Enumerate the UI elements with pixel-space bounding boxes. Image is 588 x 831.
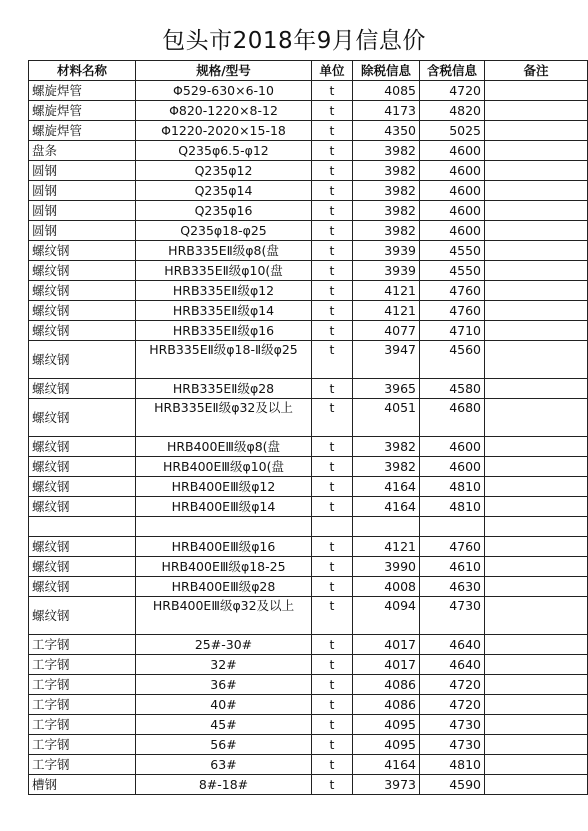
material-name-cell: 螺纹钢: [29, 477, 136, 497]
material-name-cell: 圆钢: [29, 201, 136, 221]
header-unit: 单位: [312, 61, 353, 81]
spec-cell: HRB335EⅡ级φ18-Ⅱ级φ25: [136, 341, 312, 379]
tax-price-cell: 4720: [420, 81, 485, 101]
unit-cell: t: [312, 497, 353, 517]
unit-cell: t: [312, 399, 353, 437]
tax-price-cell: 5025: [420, 121, 485, 141]
spec-cell: 32#: [136, 655, 312, 675]
pre-tax-price-cell: 4094: [353, 597, 420, 635]
note-cell: [485, 517, 588, 537]
note-cell: [485, 755, 588, 775]
pre-tax-price-cell: 4173: [353, 101, 420, 121]
table-row: [29, 101, 588, 121]
unit-cell: t: [312, 557, 353, 577]
spec-cell: HRB335EⅡ级φ14: [136, 301, 312, 321]
note-cell: [485, 101, 588, 121]
pre-tax-price-cell: 4164: [353, 497, 420, 517]
material-name-cell: 螺纹钢: [29, 399, 136, 437]
table-row: [29, 201, 588, 221]
pre-tax-price-cell: 4095: [353, 735, 420, 755]
tax-price-cell: 4710: [420, 321, 485, 341]
table-row: [29, 321, 588, 341]
pre-tax-price-cell: 4051: [353, 399, 420, 437]
note-cell: [485, 577, 588, 597]
tax-price-cell: 4600: [420, 437, 485, 457]
pre-tax-price-cell: 3990: [353, 557, 420, 577]
spec-cell: 40#: [136, 695, 312, 715]
table-row: [29, 221, 588, 241]
table-row: [29, 341, 588, 379]
note-cell: [485, 181, 588, 201]
tax-price-cell: 4720: [420, 695, 485, 715]
tax-price-cell: 4550: [420, 261, 485, 281]
table-row: [29, 379, 588, 399]
table-row: [29, 597, 588, 635]
price-table: [28, 60, 588, 795]
spec-cell: HRB335EⅡ级φ8(盘: [136, 241, 312, 261]
material-name-cell: 螺纹钢: [29, 281, 136, 301]
tax-price-cell: 4640: [420, 635, 485, 655]
table-header: [29, 61, 588, 81]
tax-price-cell: 4760: [420, 281, 485, 301]
spec-cell: 63#: [136, 755, 312, 775]
table-row: [29, 437, 588, 457]
pre-tax-price-cell: 4164: [353, 755, 420, 775]
tax-price-cell: 4590: [420, 775, 485, 795]
unit-cell: t: [312, 755, 353, 775]
material-name-cell: 螺纹钢: [29, 261, 136, 281]
spec-cell: HRB400EⅢ级φ14: [136, 497, 312, 517]
spec-cell: 8#-18#: [136, 775, 312, 795]
table-row: [29, 715, 588, 735]
note-cell: [485, 341, 588, 379]
material-name-cell: 螺纹钢: [29, 457, 136, 477]
unit-cell: t: [312, 537, 353, 557]
pre-tax-price-cell: 3939: [353, 241, 420, 261]
spec-cell: Φ1220-2020×15-18: [136, 121, 312, 141]
material-name-cell: 盘条: [29, 141, 136, 161]
unit-cell: t: [312, 577, 353, 597]
table-body: [29, 81, 588, 795]
tax-price-cell: 4600: [420, 161, 485, 181]
note-cell: [485, 281, 588, 301]
material-name-cell: 工字钢: [29, 635, 136, 655]
pre-tax-price-cell: 3982: [353, 161, 420, 181]
tax-price-cell: 4610: [420, 557, 485, 577]
tax-price-cell: 4600: [420, 141, 485, 161]
pre-tax-price-cell: 4017: [353, 635, 420, 655]
note-cell: [485, 301, 588, 321]
material-name-cell: 圆钢: [29, 161, 136, 181]
spec-cell: HRB335EⅡ级φ28: [136, 379, 312, 399]
table-row: [29, 537, 588, 557]
tax-price-cell: 4560: [420, 341, 485, 379]
spec-cell: HRB400EⅢ级φ18-25: [136, 557, 312, 577]
tax-price-cell: 4730: [420, 597, 485, 635]
material-name-cell: 圆钢: [29, 181, 136, 201]
unit-cell: t: [312, 161, 353, 181]
pre-tax-price-cell: 3982: [353, 457, 420, 477]
unit-cell: t: [312, 457, 353, 477]
spec-cell: 45#: [136, 715, 312, 735]
tax-price-cell: 4600: [420, 181, 485, 201]
material-name-cell: 螺纹钢: [29, 557, 136, 577]
note-cell: [485, 695, 588, 715]
unit-cell: t: [312, 437, 353, 457]
tax-price-cell: 4550: [420, 241, 485, 261]
note-cell: [485, 241, 588, 261]
unit-cell: t: [312, 675, 353, 695]
note-cell: [485, 675, 588, 695]
table-row: [29, 775, 588, 795]
spec-cell: 36#: [136, 675, 312, 695]
note-cell: [485, 261, 588, 281]
table-row: [29, 735, 588, 755]
pre-tax-price-cell: [353, 517, 420, 537]
note-cell: [485, 201, 588, 221]
table-row: [29, 695, 588, 715]
material-name-cell: 螺纹钢: [29, 301, 136, 321]
table-row: [29, 577, 588, 597]
spec-cell: HRB335EⅡ级φ32及以上: [136, 399, 312, 437]
material-name-cell: 工字钢: [29, 715, 136, 735]
table-row: [29, 121, 588, 141]
material-name-cell: 螺纹钢: [29, 537, 136, 557]
material-name-cell: 工字钢: [29, 735, 136, 755]
spec-cell: Q235φ16: [136, 201, 312, 221]
tax-price-cell: 4730: [420, 735, 485, 755]
material-name-cell: 螺纹钢: [29, 577, 136, 597]
material-name-cell: 螺纹钢: [29, 379, 136, 399]
note-cell: [485, 635, 588, 655]
note-cell: [485, 597, 588, 635]
header-tax: 含税信息: [420, 61, 485, 81]
note-cell: [485, 161, 588, 181]
pre-tax-price-cell: 3939: [353, 261, 420, 281]
note-cell: [485, 735, 588, 755]
spec-cell: HRB400EⅢ级φ16: [136, 537, 312, 557]
tax-price-cell: 4760: [420, 301, 485, 321]
pre-tax-price-cell: 3982: [353, 437, 420, 457]
tax-price-cell: [420, 517, 485, 537]
spec-cell: 25#-30#: [136, 635, 312, 655]
unit-cell: t: [312, 101, 353, 121]
unit-cell: t: [312, 121, 353, 141]
pre-tax-price-cell: 4350: [353, 121, 420, 141]
material-name-cell: 螺纹钢: [29, 321, 136, 341]
table-row: [29, 399, 588, 437]
table-row: [29, 755, 588, 775]
unit-cell: t: [312, 321, 353, 341]
spec-cell: HRB335EⅡ级φ16: [136, 321, 312, 341]
spec-cell: HRB400EⅢ级φ12: [136, 477, 312, 497]
spec-cell: Q235φ6.5-φ12: [136, 141, 312, 161]
note-cell: [485, 121, 588, 141]
header-spec: 规格/型号: [136, 61, 312, 81]
unit-cell: t: [312, 261, 353, 281]
pre-tax-price-cell: 3982: [353, 221, 420, 241]
note-cell: [485, 775, 588, 795]
unit-cell: t: [312, 379, 353, 399]
material-name-cell: 螺纹钢: [29, 437, 136, 457]
spec-cell: HRB400EⅢ级φ32及以上: [136, 597, 312, 635]
spec-cell: Q235φ14: [136, 181, 312, 201]
note-cell: [485, 379, 588, 399]
pre-tax-price-cell: 3965: [353, 379, 420, 399]
unit-cell: t: [312, 477, 353, 497]
table-row: [29, 497, 588, 517]
tax-price-cell: 4760: [420, 537, 485, 557]
table-row: [29, 457, 588, 477]
tax-price-cell: 4600: [420, 457, 485, 477]
unit-cell: t: [312, 241, 353, 261]
spec-cell: HRB335EⅡ级φ12: [136, 281, 312, 301]
table-row: [29, 557, 588, 577]
unit-cell: t: [312, 281, 353, 301]
pre-tax-price-cell: 3982: [353, 141, 420, 161]
pre-tax-price-cell: 3982: [353, 201, 420, 221]
unit-cell: t: [312, 695, 353, 715]
note-cell: [485, 655, 588, 675]
pre-tax-price-cell: 3982: [353, 181, 420, 201]
tax-price-cell: 4580: [420, 379, 485, 399]
pre-tax-price-cell: 4095: [353, 715, 420, 735]
header-pre-tax: 除税信息: [353, 61, 420, 81]
unit-cell: t: [312, 301, 353, 321]
unit-cell: t: [312, 775, 353, 795]
spec-cell: HRB400EⅢ级φ8(盘: [136, 437, 312, 457]
note-cell: [485, 141, 588, 161]
unit-cell: t: [312, 635, 353, 655]
pre-tax-price-cell: 3947: [353, 341, 420, 379]
spec-cell: 56#: [136, 735, 312, 755]
pre-tax-price-cell: 4121: [353, 537, 420, 557]
material-name-cell: 螺纹钢: [29, 497, 136, 517]
spec-cell: HRB400EⅢ级φ28: [136, 577, 312, 597]
table-row: [29, 635, 588, 655]
note-cell: [485, 497, 588, 517]
material-name-cell: 螺纹钢: [29, 597, 136, 635]
material-name-cell: 槽钢: [29, 775, 136, 795]
tax-price-cell: 4630: [420, 577, 485, 597]
note-cell: [485, 81, 588, 101]
note-cell: [485, 321, 588, 341]
material-name-cell: 螺旋焊管: [29, 101, 136, 121]
material-name-cell: 工字钢: [29, 675, 136, 695]
pre-tax-price-cell: 4086: [353, 695, 420, 715]
material-name-cell: 螺旋焊管: [29, 81, 136, 101]
spec-cell: [136, 517, 312, 537]
table-row: [29, 477, 588, 497]
unit-cell: t: [312, 141, 353, 161]
note-cell: [485, 221, 588, 241]
material-name-cell: 工字钢: [29, 655, 136, 675]
table-row: [29, 261, 588, 281]
tax-price-cell: 4720: [420, 675, 485, 695]
pre-tax-price-cell: 4086: [353, 675, 420, 695]
tax-price-cell: 4680: [420, 399, 485, 437]
pre-tax-price-cell: 4017: [353, 655, 420, 675]
table-row: [29, 141, 588, 161]
tax-price-cell: 4600: [420, 221, 485, 241]
spec-cell: Φ529-630×6-10: [136, 81, 312, 101]
tax-price-cell: 4600: [420, 201, 485, 221]
spec-cell: Q235φ18-φ25: [136, 221, 312, 241]
header-note: 备注: [485, 61, 588, 81]
tax-price-cell: 4810: [420, 477, 485, 497]
pre-tax-price-cell: 4121: [353, 301, 420, 321]
note-cell: [485, 537, 588, 557]
note-cell: [485, 437, 588, 457]
table-row: [29, 81, 588, 101]
unit-cell: t: [312, 181, 353, 201]
tax-price-cell: 4810: [420, 755, 485, 775]
spec-cell: Φ820-1220×8-12: [136, 101, 312, 121]
material-name-cell: 螺纹钢: [29, 341, 136, 379]
tax-price-cell: 4810: [420, 497, 485, 517]
unit-cell: t: [312, 201, 353, 221]
unit-cell: t: [312, 655, 353, 675]
unit-cell: t: [312, 81, 353, 101]
material-name-cell: 圆钢: [29, 221, 136, 241]
table-row: [29, 181, 588, 201]
material-name-cell: 螺旋焊管: [29, 121, 136, 141]
material-name-cell: 螺纹钢: [29, 241, 136, 261]
unit-cell: t: [312, 715, 353, 735]
table-row: [29, 301, 588, 321]
header-name: 材料名称: [29, 61, 136, 81]
note-cell: [485, 557, 588, 577]
pre-tax-price-cell: 4085: [353, 81, 420, 101]
pre-tax-price-cell: 4164: [353, 477, 420, 497]
spec-cell: HRB335EⅡ级φ10(盘: [136, 261, 312, 281]
table-row: [29, 655, 588, 675]
page-title: 包头市2018年9月信息价: [162, 28, 426, 54]
pre-tax-price-cell: 3973: [353, 775, 420, 795]
unit-cell: [312, 517, 353, 537]
table-row: [29, 517, 588, 537]
tax-price-cell: 4640: [420, 655, 485, 675]
table-row: [29, 161, 588, 181]
material-name-cell: [29, 517, 136, 537]
table-row: [29, 241, 588, 261]
material-name-cell: 工字钢: [29, 695, 136, 715]
unit-cell: t: [312, 221, 353, 241]
tax-price-cell: 4820: [420, 101, 485, 121]
note-cell: [485, 715, 588, 735]
note-cell: [485, 457, 588, 477]
spec-cell: HRB400EⅢ级φ10(盘: [136, 457, 312, 477]
table-row: [29, 281, 588, 301]
pre-tax-price-cell: 4008: [353, 577, 420, 597]
note-cell: [485, 477, 588, 497]
note-cell: [485, 399, 588, 437]
pre-tax-price-cell: 4077: [353, 321, 420, 341]
unit-cell: t: [312, 341, 353, 379]
unit-cell: t: [312, 597, 353, 635]
spec-cell: Q235φ12: [136, 161, 312, 181]
material-name-cell: 工字钢: [29, 755, 136, 775]
pre-tax-price-cell: 4121: [353, 281, 420, 301]
table-row: [29, 675, 588, 695]
tax-price-cell: 4730: [420, 715, 485, 735]
unit-cell: t: [312, 735, 353, 755]
